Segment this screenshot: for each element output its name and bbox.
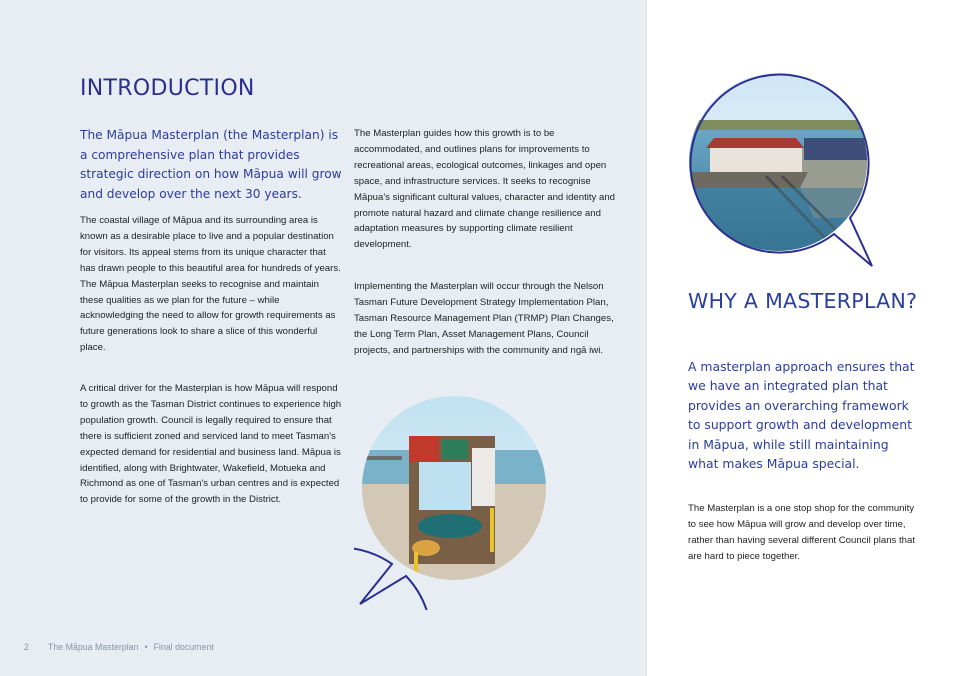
sculpture-photo-bubble xyxy=(354,388,550,610)
introduction-paragraph-3: The Masterplan guides how this growth is to be accommodated, and outlines plans for improvements to recreational areas, ecological outcomes, linkages and open space, and infrastructure services. It seeks to recognise Māpua's significant cultural values, character and identity and promote natural hazard and climate change resilience and adaptation measures by supporting climate resilient development. xyxy=(354,128,616,251)
footer-status: Final document xyxy=(153,642,214,652)
why-masterplan-body: The Masterplan is a one stop shop for the community to see how Māpua will grow and develop over time, rather than having several different Council plans that are hard to piece together. xyxy=(688,503,916,562)
introduction-paragraph-4: Implementing the Masterplan will occur through the Nelson Tasman Future Development Strategy Implementation Plan, Tasman Resource Management Plan (TRMP) Plan Changes, the Long Term Plan, Asset Management Plans, Council projects, and partnerships with the community and ngā iwi. xyxy=(354,281,614,356)
footer-document-title: The Māpua Masterplan xyxy=(48,642,139,652)
wharf-photo-bubble xyxy=(684,68,878,274)
page-number: 2 xyxy=(24,642,29,652)
introduction-heading: INTRODUCTION xyxy=(80,76,255,101)
introduction-lead: The Māpua Masterplan (the Masterplan) is a comprehensive plan that provides strategic direction on how Māpua will grow and develop over the next 30 years. xyxy=(80,128,342,201)
introduction-paragraph-2: A critical driver for the Masterplan is how Māpua will respond to growth as the Tasman District continues to experience high population growth. Council is legally required to ensure that there is sufficient zoned and serviced land to meet Tasman's expected demand for residential and business land. Māpua is identified, along with Brightwater, Wakefield, Motueka and Richmond as one of Tasman's urban centres and is expected to provide for some of the growth in the District. xyxy=(80,383,342,506)
page-footer xyxy=(24,642,214,652)
why-masterplan-heading: WHY A MASTERPLAN? xyxy=(688,289,918,313)
introduction-paragraph-1: The coastal village of Māpua and its surrounding area is known as a desirable place to live and a popular destination for visitors. Its appeal stems from its unique character that has drawn people to this beautiful area for hundreds of years. The Māpua Masterplan seeks to recognise and maintain these qualities as we plan for the future – while acknowledging the need to allow for growth requirements as future generations look to share a slice of this wonderful place. xyxy=(80,215,341,354)
footer-separator: • xyxy=(144,642,148,652)
why-masterplan-lead: A masterplan approach ensures that we have an integrated plan that provides an overarching framework to support growth and development in Māpua, while still maintaining what makes Māpua special. xyxy=(688,359,915,472)
